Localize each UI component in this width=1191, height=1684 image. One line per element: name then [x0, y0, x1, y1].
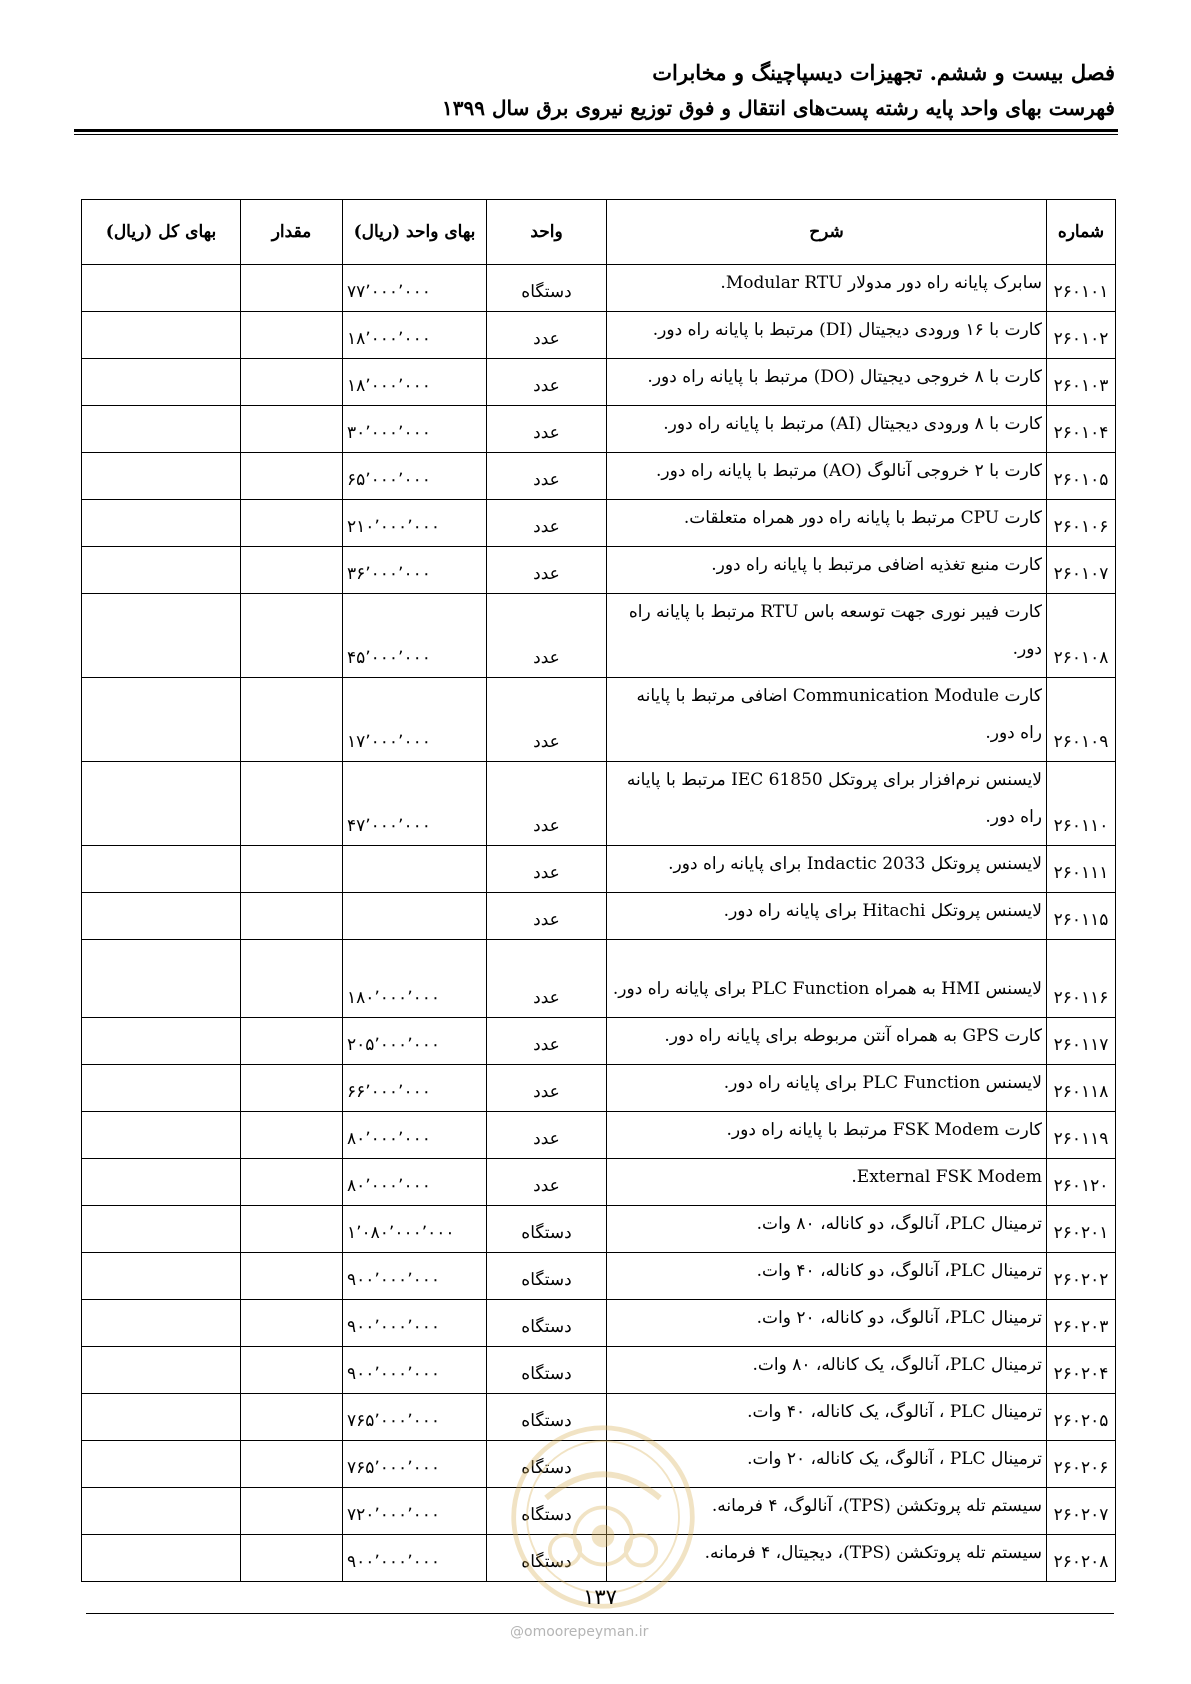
table-row: [82, 594, 1116, 678]
item-number: ۲۶۰۱۰۲: [1047, 312, 1116, 359]
table-row: [82, 940, 1116, 1018]
item-quantity: [241, 1065, 343, 1112]
item-unit: دستگاه: [487, 1441, 607, 1488]
item-number: ۲۶۰۱۰۹: [1047, 678, 1116, 762]
header-unit-price: بهای واحد (ریال): [343, 200, 487, 265]
watermark-site: @omoorepeyman.ir: [510, 1624, 649, 1640]
page-number: ۱۳۷: [583, 1585, 617, 1609]
item-description: کارت با ۸ ورودی دیجیتال (AI) مرتبط با پایانه راه دور.: [607, 406, 1047, 453]
item-total: [82, 762, 241, 846]
footer-rule: [86, 1613, 1114, 1614]
item-unit: عدد: [487, 547, 607, 594]
table-row: [82, 1253, 1116, 1300]
item-description: سیستم تله پروتکشن (TPS)، دیجیتال، ۴ فرمانه.: [607, 1535, 1047, 1582]
item-unit-price: ۱۷٬۰۰۰٬۰۰۰: [343, 678, 487, 762]
item-unit-price: ۴۵٬۰۰۰٬۰۰۰: [343, 594, 487, 678]
item-total: [82, 1300, 241, 1347]
header-description: شرح: [607, 200, 1047, 265]
item-unit-price: [343, 893, 487, 940]
item-total: [82, 1065, 241, 1112]
chapter-title: فصل بیست و ششم. تجهیزات دیسپاچینگ و مخابرات: [652, 60, 1115, 85]
item-unit: عدد: [487, 940, 607, 1018]
item-description: سابرک پایانه راه دور مدولار Modular RTU.: [607, 265, 1047, 312]
item-quantity: [241, 1253, 343, 1300]
item-quantity: [241, 594, 343, 678]
item-number: ۲۶۰۱۱۱: [1047, 846, 1116, 893]
item-total: [82, 893, 241, 940]
item-number: ۲۶۰۱۱۸: [1047, 1065, 1116, 1112]
item-number: ۲۶۰۱۰۱: [1047, 265, 1116, 312]
item-total: [82, 406, 241, 453]
item-number: ۲۶۰۱۰۴: [1047, 406, 1116, 453]
item-unit: عدد: [487, 453, 607, 500]
item-unit: عدد: [487, 1065, 607, 1112]
table-row: [82, 762, 1116, 846]
item-unit-price: ۸۰٬۰۰۰٬۰۰۰: [343, 1159, 487, 1206]
item-total: [82, 1018, 241, 1065]
item-quantity: [241, 1112, 343, 1159]
item-quantity: [241, 406, 343, 453]
item-description: لایسنس PLC Function برای پایانه راه دور.: [607, 1065, 1047, 1112]
item-unit-price: ۶۶٬۰۰۰٬۰۰۰: [343, 1065, 487, 1112]
table-row: [82, 406, 1116, 453]
header-total-price: بهای کل (ریال): [82, 200, 241, 265]
watermark-seal: [508, 1422, 698, 1612]
item-total: [82, 1347, 241, 1394]
item-unit-price: ۳۰٬۰۰۰٬۰۰۰: [343, 406, 487, 453]
table-row: [82, 1018, 1116, 1065]
item-description: ترمینال PLC، آنالوگ، یک کاناله، ۸۰ وات.: [607, 1347, 1047, 1394]
item-unit-price: ۴۷٬۰۰۰٬۰۰۰: [343, 762, 487, 846]
item-quantity: [241, 1488, 343, 1535]
item-unit: دستگاه: [487, 1253, 607, 1300]
item-unit: دستگاه: [487, 1535, 607, 1582]
item-unit-price: ۲۰۵٬۰۰۰٬۰۰۰: [343, 1018, 487, 1065]
table-row: [82, 1112, 1116, 1159]
item-description: ترمینال PLC، آنالوگ، دو کاناله، ۴۰ وات.: [607, 1253, 1047, 1300]
item-quantity: [241, 1159, 343, 1206]
item-quantity: [241, 547, 343, 594]
item-unit-price: ۸۰٬۰۰۰٬۰۰۰: [343, 1112, 487, 1159]
header-number: شماره: [1047, 200, 1116, 265]
table-row: [82, 678, 1116, 762]
item-unit-price: ۲۱۰٬۰۰۰٬۰۰۰: [343, 500, 487, 547]
item-unit-price: ۹۰۰٬۰۰۰٬۰۰۰: [343, 1300, 487, 1347]
item-description: کارت Communication Module اضافی مرتبط با پایانه راه دور.: [607, 678, 1047, 762]
item-number: ۲۶۰۱۰۵: [1047, 453, 1116, 500]
item-description: ترمینال PLC ، آنالوگ، یک کاناله، ۴۰ وات.: [607, 1394, 1047, 1441]
item-unit-price: ۱٬۰۸۰٬۰۰۰٬۰۰۰: [343, 1206, 487, 1253]
item-quantity: [241, 893, 343, 940]
item-unit: عدد: [487, 359, 607, 406]
item-total: [82, 678, 241, 762]
item-number: ۲۶۰۲۰۸: [1047, 1535, 1116, 1582]
item-unit-price: ۱۸٬۰۰۰٬۰۰۰: [343, 312, 487, 359]
item-number: ۲۶۰۱۱۷: [1047, 1018, 1116, 1065]
item-quantity: [241, 1300, 343, 1347]
item-description: لایسنس پروتکل Indactic 2033 برای پایانه راه دور.: [607, 846, 1047, 893]
item-unit-price: ۷۲۰٬۰۰۰٬۰۰۰: [343, 1488, 487, 1535]
header-quantity: مقدار: [241, 200, 343, 265]
item-total: [82, 594, 241, 678]
item-number: ۲۶۰۱۱۶: [1047, 940, 1116, 1018]
item-unit: عدد: [487, 893, 607, 940]
item-description: External FSK Modem.: [607, 1159, 1047, 1206]
table-row: [82, 893, 1116, 940]
item-description: کارت با ۲ خروجی آنالوگ (AO) مرتبط با پایانه راه دور.: [607, 453, 1047, 500]
item-description: لایسنس پروتکل Hitachi برای پایانه راه دور.: [607, 893, 1047, 940]
item-total: [82, 1159, 241, 1206]
table-row: [82, 312, 1116, 359]
item-unit-price: ۶۵٬۰۰۰٬۰۰۰: [343, 453, 487, 500]
item-unit: دستگاه: [487, 1300, 607, 1347]
page-header: [75, 58, 1115, 124]
item-number: ۲۶۰۱۱۵: [1047, 893, 1116, 940]
table-row: [82, 453, 1116, 500]
item-number: ۲۶۰۲۰۲: [1047, 1253, 1116, 1300]
item-unit: دستگاه: [487, 1347, 607, 1394]
item-description: کارت فیبر نوری جهت توسعه باس RTU مرتبط با پایانه راه دور.: [607, 594, 1047, 678]
item-total: [82, 265, 241, 312]
item-description: کارت FSK Modem مرتبط با پایانه راه دور.: [607, 1112, 1047, 1159]
item-number: ۲۶۰۱۱۰: [1047, 762, 1116, 846]
item-total: [82, 547, 241, 594]
item-number: ۲۶۰۱۰۶: [1047, 500, 1116, 547]
item-description: ترمینال PLC، آنالوگ، دو کاناله، ۲۰ وات.: [607, 1300, 1047, 1347]
table-header-row: [82, 200, 1116, 265]
table-row: [82, 1159, 1116, 1206]
table-row: [82, 1300, 1116, 1347]
price-list-table: [81, 199, 1116, 1582]
item-unit-price: ۹۰۰٬۰۰۰٬۰۰۰: [343, 1253, 487, 1300]
item-quantity: [241, 1535, 343, 1582]
item-number: ۲۶۰۲۰۵: [1047, 1394, 1116, 1441]
item-number: ۲۶۰۲۰۶: [1047, 1441, 1116, 1488]
item-description: ترمینال PLC ، آنالوگ، یک کاناله، ۲۰ وات.: [607, 1441, 1047, 1488]
header-rule-thin: [74, 134, 1118, 135]
item-quantity: [241, 453, 343, 500]
item-number: ۲۶۰۱۰۳: [1047, 359, 1116, 406]
item-description: کارت با ۸ خروجی دیجیتال (DO) مرتبط با پایانه راه دور.: [607, 359, 1047, 406]
item-total: [82, 1206, 241, 1253]
item-unit: عدد: [487, 1018, 607, 1065]
item-unit-price: ۹۰۰٬۰۰۰٬۰۰۰: [343, 1535, 487, 1582]
item-quantity: [241, 678, 343, 762]
item-quantity: [241, 312, 343, 359]
item-unit-price: [343, 846, 487, 893]
item-unit: عدد: [487, 846, 607, 893]
list-title: فهرست بهای واحد پایه رشته پست‌های انتقال و فوق توزیع نیروی برق سال ۱۳۹۹: [442, 96, 1115, 120]
item-total: [82, 940, 241, 1018]
item-unit-price: ۹۰۰٬۰۰۰٬۰۰۰: [343, 1347, 487, 1394]
item-unit: عدد: [487, 762, 607, 846]
item-unit-price: ۳۶٬۰۰۰٬۰۰۰: [343, 547, 487, 594]
item-unit: عدد: [487, 406, 607, 453]
item-quantity: [241, 265, 343, 312]
item-number: ۲۶۰۲۰۳: [1047, 1300, 1116, 1347]
item-number: ۲۶۰۲۰۴: [1047, 1347, 1116, 1394]
item-unit: عدد: [487, 1112, 607, 1159]
item-description: ترمینال PLC، آنالوگ، دو کاناله، ۸۰ وات.: [607, 1206, 1047, 1253]
table-row: [82, 265, 1116, 312]
item-quantity: [241, 940, 343, 1018]
item-quantity: [241, 1441, 343, 1488]
item-number: ۲۶۰۱۲۰: [1047, 1159, 1116, 1206]
item-number: ۲۶۰۱۰۸: [1047, 594, 1116, 678]
item-total: [82, 359, 241, 406]
item-description: لایسنس نرم‌افزار برای پروتکل IEC 61850 مرتبط با پایانه راه دور.: [607, 762, 1047, 846]
item-unit: عدد: [487, 1159, 607, 1206]
item-quantity: [241, 762, 343, 846]
item-number: ۲۶۰۲۰۷: [1047, 1488, 1116, 1535]
item-total: [82, 1488, 241, 1535]
item-quantity: [241, 500, 343, 547]
item-total: [82, 846, 241, 893]
table-row: [82, 547, 1116, 594]
item-description: کارت منبع تغذیه اضافی مرتبط با پایانه راه دور.: [607, 547, 1047, 594]
item-description: کارت با ۱۶ ورودی دیجیتال (DI) مرتبط با پایانه راه دور.: [607, 312, 1047, 359]
item-unit: عدد: [487, 678, 607, 762]
item-total: [82, 1535, 241, 1582]
item-description: لایسنس HMI به همراه PLC Function برای پایانه راه دور.: [607, 940, 1047, 1018]
item-quantity: [241, 1206, 343, 1253]
item-unit-price: ۷۷٬۰۰۰٬۰۰۰: [343, 265, 487, 312]
item-unit: عدد: [487, 594, 607, 678]
item-description: سیستم تله پروتکشن (TPS)، آنالوگ، ۴ فرمانه.: [607, 1488, 1047, 1535]
item-unit: دستگاه: [487, 1394, 607, 1441]
table-row: [82, 846, 1116, 893]
item-quantity: [241, 1018, 343, 1065]
item-unit: دستگاه: [487, 1488, 607, 1535]
item-unit-price: ۷۶۵٬۰۰۰٬۰۰۰: [343, 1394, 487, 1441]
item-unit: عدد: [487, 312, 607, 359]
item-unit: عدد: [487, 500, 607, 547]
item-quantity: [241, 1347, 343, 1394]
table-row: [82, 1347, 1116, 1394]
table-row: [82, 1206, 1116, 1253]
item-quantity: [241, 1394, 343, 1441]
item-total: [82, 1394, 241, 1441]
item-unit-price: ۱۸٬۰۰۰٬۰۰۰: [343, 359, 487, 406]
item-total: [82, 1441, 241, 1488]
item-unit: دستگاه: [487, 265, 607, 312]
item-total: [82, 312, 241, 359]
header-rule-thick: [74, 129, 1118, 132]
item-quantity: [241, 846, 343, 893]
item-unit: دستگاه: [487, 1206, 607, 1253]
item-total: [82, 453, 241, 500]
header-unit: واحد: [487, 200, 607, 265]
item-description: کارت GPS به همراه آنتن مربوطه برای پایانه راه دور.: [607, 1018, 1047, 1065]
item-unit-price: ۱۸۰٬۰۰۰٬۰۰۰: [343, 940, 487, 1018]
item-description: کارت CPU مرتبط با پایانه راه دور همراه متعلقات.: [607, 500, 1047, 547]
table-row: [82, 1065, 1116, 1112]
item-number: ۲۶۰۱۱۹: [1047, 1112, 1116, 1159]
item-number: ۲۶۰۲۰۱: [1047, 1206, 1116, 1253]
table-row: [82, 500, 1116, 547]
item-total: [82, 500, 241, 547]
item-number: ۲۶۰۱۰۷: [1047, 547, 1116, 594]
item-total: [82, 1253, 241, 1300]
item-quantity: [241, 359, 343, 406]
table-row: [82, 359, 1116, 406]
item-unit-price: ۷۶۵٬۰۰۰٬۰۰۰: [343, 1441, 487, 1488]
item-total: [82, 1112, 241, 1159]
